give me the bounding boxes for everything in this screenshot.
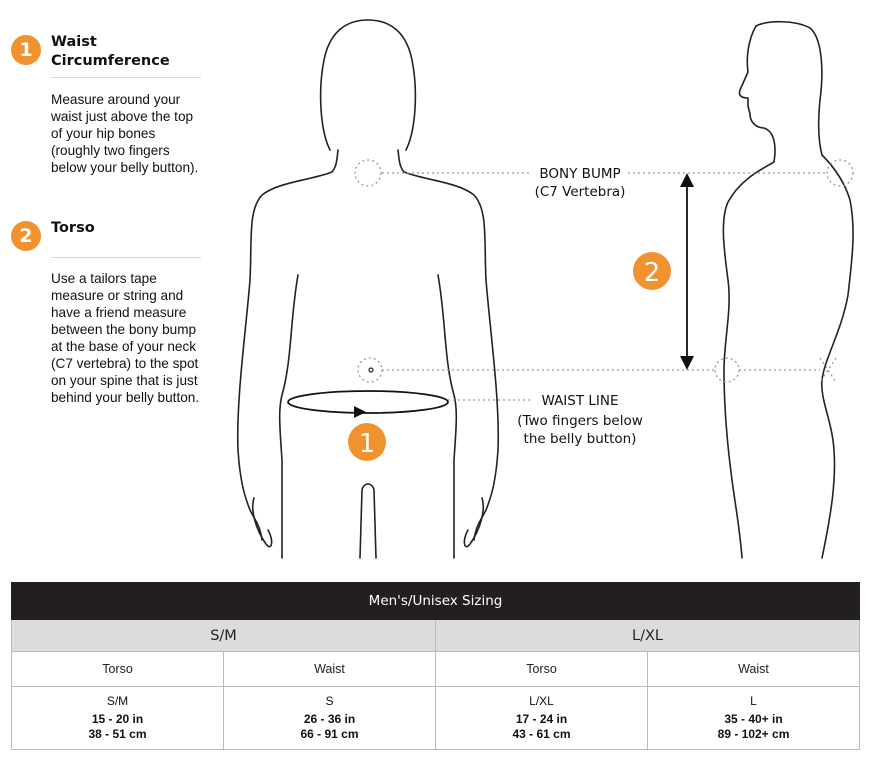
step-number-badge: 2	[11, 221, 41, 251]
arrow-right-icon	[354, 406, 366, 418]
table-title: Men's/Unisex Sizing	[12, 583, 860, 620]
marker-2	[633, 252, 671, 290]
table-row	[12, 687, 860, 750]
column-header: Waist	[224, 652, 436, 687]
bony-bump-marker-side	[827, 160, 853, 186]
inch-range: 26 - 36 in	[303, 712, 356, 726]
waist-spine-marker-front	[358, 358, 382, 382]
waist-front-marker-side	[715, 358, 739, 382]
svg-text:1: 1	[358, 429, 376, 459]
bony-bump-sublabel: (C7 Vertebra)	[534, 184, 626, 200]
step-description: Use a tailors tape measure or string and have a friend measure between the bony bump at the base of your neck (C7 vertebra) to the spot on your spine that is just behind your belly button.	[51, 271, 200, 405]
waist-line-sublabel: the belly button)	[523, 431, 637, 447]
table-title-row	[12, 583, 860, 620]
cm-range: 89 - 102+ cm	[717, 727, 790, 741]
step-torso	[11, 219, 201, 406]
size-group-sm: S/M	[12, 620, 436, 652]
arrow-down-icon	[680, 356, 694, 370]
size-group-row	[12, 620, 860, 652]
inch-range: 15 - 20 in	[91, 712, 144, 726]
inch-range: 35 - 40+ in	[724, 712, 783, 726]
step-title: Waist Circumference	[51, 34, 170, 69]
side-body-figure	[723, 22, 853, 558]
size-label: L	[750, 694, 757, 708]
step-waist	[11, 33, 201, 176]
bony-bump-marker-front	[355, 160, 381, 186]
table-cell	[224, 687, 436, 750]
svg-text:2: 2	[643, 258, 661, 288]
column-header: Torso	[12, 652, 224, 687]
step-header	[11, 33, 201, 71]
cm-range: 66 - 91 cm	[300, 727, 359, 741]
step-title: Torso	[51, 220, 95, 236]
table-cell	[12, 687, 224, 750]
step-number-badge: 1	[11, 35, 41, 65]
arrow-up-icon	[680, 173, 694, 187]
inch-range: 17 - 24 in	[515, 712, 568, 726]
step-header	[11, 219, 201, 251]
table-cell	[648, 687, 860, 750]
step-description: Measure around your waist just above the top of your hip bones (roughly two fingers below your belly button).	[51, 92, 199, 175]
size-label: L/XL	[529, 694, 554, 708]
divider	[51, 257, 201, 258]
column-header: Waist	[648, 652, 860, 687]
cm-range: 38 - 51 cm	[88, 727, 147, 741]
torso-length-arrow	[680, 173, 694, 370]
navel-mark	[369, 368, 373, 372]
sizing-table	[11, 582, 860, 750]
bony-bump-label: BONY BUMP	[539, 166, 621, 182]
marker-1	[348, 423, 386, 461]
cm-range: 43 - 61 cm	[512, 727, 571, 741]
waist-line-sublabel: (Two fingers below	[517, 413, 643, 429]
table-cell	[436, 687, 648, 750]
size-group-lxl: L/XL	[436, 620, 860, 652]
measurement-illustration	[220, 10, 876, 562]
front-body-figure	[238, 20, 499, 558]
column-header-row	[12, 652, 860, 687]
size-label: S/M	[106, 694, 129, 708]
waist-loop	[288, 391, 448, 418]
column-header: Torso	[436, 652, 648, 687]
size-label: S	[325, 694, 334, 708]
divider	[51, 77, 201, 78]
waist-line-label: WAIST LINE	[541, 393, 619, 409]
